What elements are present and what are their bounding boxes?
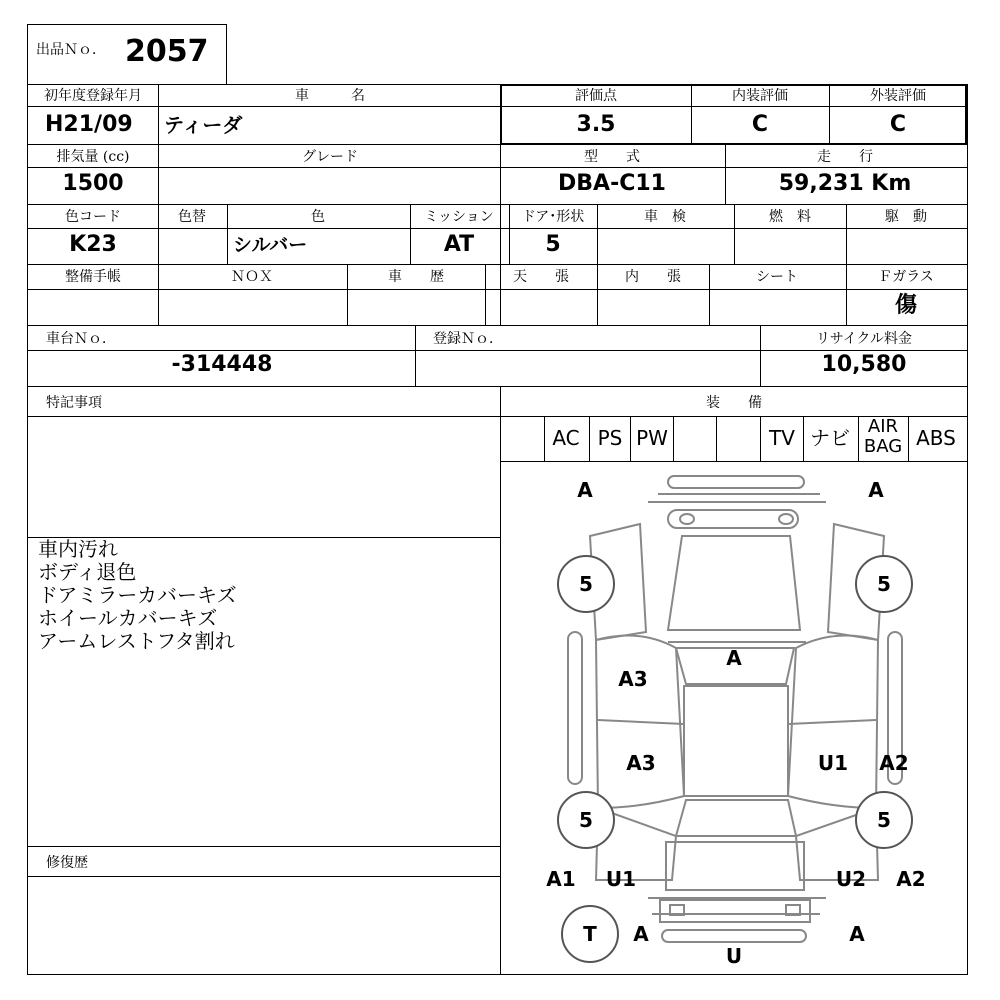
car-name-value: ティーダ	[164, 113, 243, 137]
equipment-pw: PW	[636, 426, 668, 450]
note-item: ホイールカバーキズ	[38, 606, 218, 630]
car-name-label: 車 名	[295, 88, 365, 104]
door-value: 5	[545, 232, 561, 257]
damage-mark: 5	[579, 808, 593, 832]
repair-history-label: 修復歴	[46, 855, 88, 871]
note-item: アームレストフタ割れ	[38, 629, 235, 653]
mileage-label: 走 行	[817, 149, 873, 165]
damage-mark: A	[633, 922, 649, 946]
hood	[668, 536, 800, 630]
equipment-abs: ABS	[916, 426, 956, 450]
model-value: DBA-C11	[558, 171, 666, 196]
trunk	[666, 842, 804, 890]
roof	[684, 686, 788, 796]
damage-mark: A	[849, 922, 865, 946]
chassis-value: -314448	[171, 352, 273, 377]
damage-mark: 5	[579, 572, 593, 596]
damage-mark: U2	[835, 867, 867, 891]
fuel-label: 燃 料	[769, 209, 811, 225]
model-label: 型 式	[584, 149, 640, 165]
damage-mark: U1	[817, 751, 849, 775]
fglass-label: Ｆガラス	[878, 269, 934, 285]
damage-mark: A	[726, 646, 742, 670]
first-reg-value: H21/09	[45, 112, 133, 137]
interior-score-value: C	[751, 112, 769, 137]
equipment-label: 装 備	[706, 395, 762, 411]
nox-label: ＮＯＸ	[231, 269, 273, 285]
damage-mark: U	[725, 944, 743, 968]
mission-value: AT	[443, 232, 475, 257]
damage-mark: A1	[546, 867, 576, 891]
first-reg-label: 初年度登録年月	[44, 88, 142, 104]
seat-label: シート	[756, 269, 798, 285]
score-label: 評価点	[575, 88, 617, 104]
mileage-value: 59,231 Km	[778, 171, 912, 196]
note-item: ボディ退色	[38, 560, 137, 584]
damage-mark: A	[868, 478, 884, 502]
roof-label: 天 張	[513, 269, 569, 285]
left-door-split	[598, 720, 684, 724]
color-code-label: 色コード	[65, 209, 121, 225]
grade-label: グレード	[302, 149, 358, 165]
displacement-value: 1500	[62, 171, 124, 196]
left-side-sill	[568, 632, 582, 784]
chassis-label: 車台Ｎｏ．	[46, 331, 116, 347]
rear-glass	[676, 800, 796, 836]
damage-mark: A2	[896, 867, 926, 891]
note-item: ドアミラーカバーキズ	[38, 583, 237, 607]
color-value: シルバー	[233, 234, 308, 256]
fglass-value: 傷	[894, 293, 918, 318]
history-label: 車 歴	[388, 269, 444, 285]
door-label: ドア･形状	[521, 209, 585, 225]
color-code-value: K23	[69, 232, 117, 257]
repaint-label: 色替	[178, 209, 206, 225]
color-label: 色	[311, 209, 325, 225]
rear-bumper-bottom	[662, 930, 806, 942]
lot-label: 出品Ｎｏ．	[36, 42, 106, 58]
exterior-score-label: 外装評価	[870, 88, 926, 104]
maintenance-label: 整備手帳	[65, 269, 121, 285]
interior-score-label: 内装評価	[732, 88, 788, 104]
equipment-ps: PS	[597, 426, 623, 450]
damage-mark: A2	[879, 751, 909, 775]
equipment-navi: ナビ	[810, 426, 850, 450]
reg-no-label: 登録Ｎｏ．	[433, 331, 503, 347]
damage-mark: U1	[605, 867, 637, 891]
score-value: 3.5	[576, 112, 616, 137]
damage-mark: T	[583, 922, 597, 946]
damage-mark: A	[577, 478, 593, 502]
right-door-split	[788, 720, 876, 724]
mission-label: ミッション	[424, 209, 494, 225]
equipment-tv: TV	[769, 426, 795, 450]
lot-number: 2057	[125, 34, 209, 69]
damage-mark: 5	[877, 808, 891, 832]
recycle-value: 10,580	[821, 352, 907, 377]
drive-label: 駆 動	[885, 209, 927, 225]
rear-panel	[660, 900, 810, 922]
inspection-label: 車 検	[644, 209, 686, 225]
equipment-ac: AC	[552, 426, 580, 450]
exterior-score-value: C	[889, 112, 907, 137]
interior-trim-label: 内 張	[625, 269, 681, 285]
equipment-airbag: AIR BAG	[863, 416, 903, 457]
damage-mark: A3	[618, 667, 648, 691]
damage-mark: A3	[626, 751, 656, 775]
front-bumper-top	[668, 476, 804, 488]
damage-mark: 5	[877, 572, 891, 596]
note-item: 車内汚れ	[38, 537, 118, 561]
headlight-left	[680, 514, 694, 524]
special-notes-label: 特記事項	[46, 395, 102, 411]
recycle-label: リサイクル料金	[815, 331, 913, 347]
headlight-right	[779, 514, 793, 524]
front-bumper	[648, 494, 826, 502]
displacement-label: 排気量 (cc)	[56, 149, 130, 165]
